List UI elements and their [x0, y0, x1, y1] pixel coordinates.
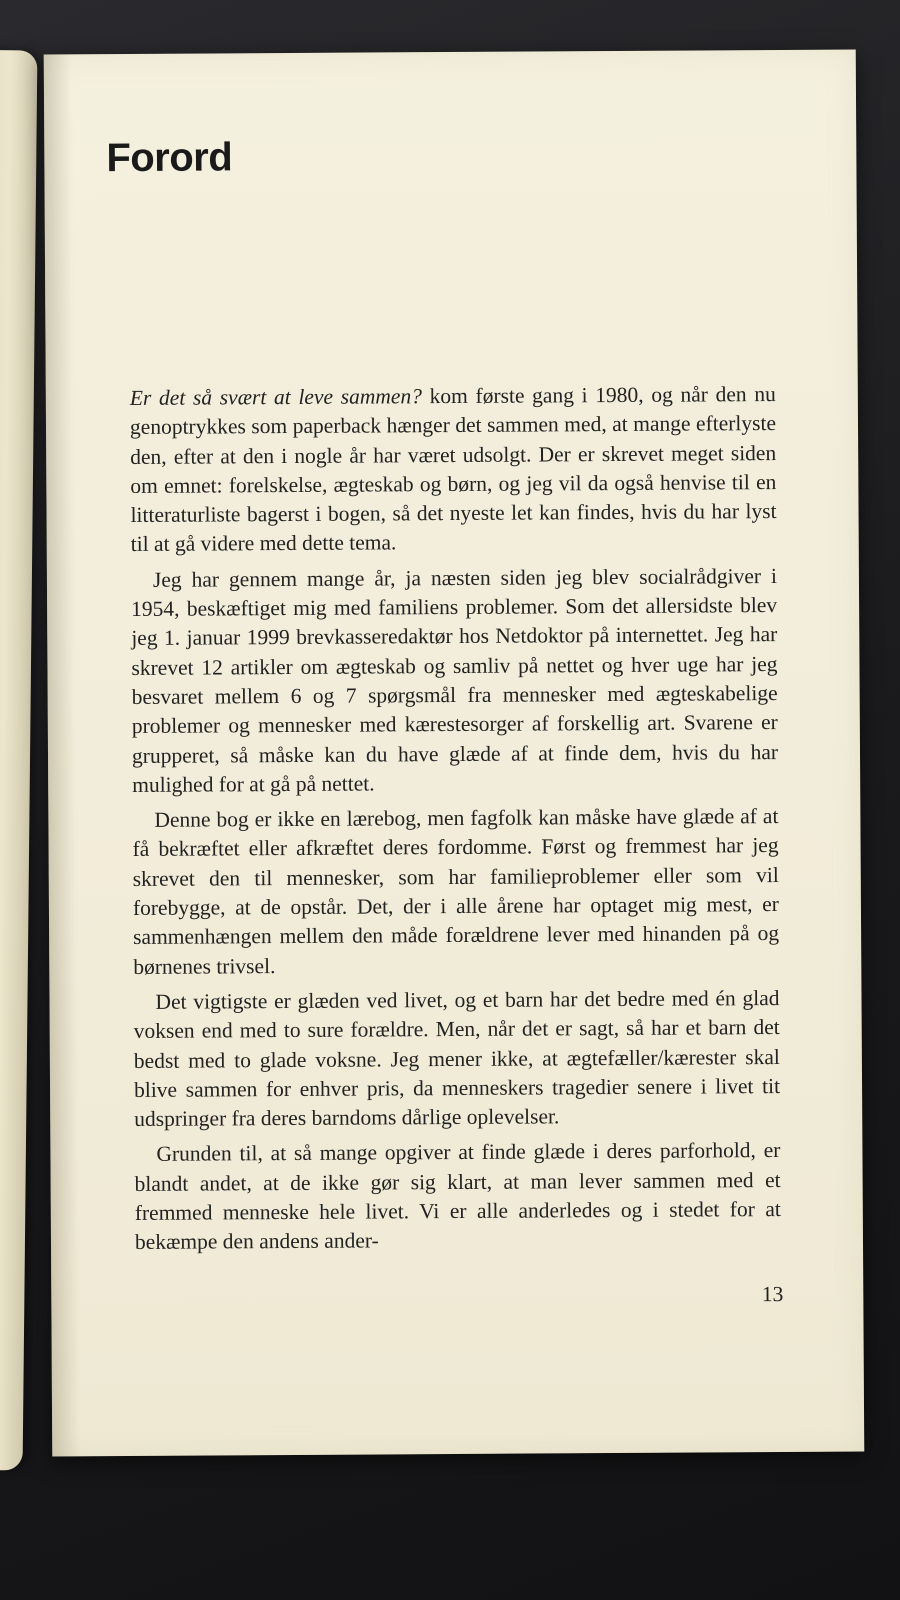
facing-page-edge [0, 50, 37, 1471]
book-title-italic: Er det så svært at leve sammen? [129, 384, 422, 410]
paragraph-5: Grunden til, at så mange opgiver at finde glæde i deres parforhold, er blandt andet, at de ikke gør sig klart, at man lever sammen med et fremmed menneske hele livet. Vi er alle anderledes og i stedet for at bekæmpe den andens ander- [134, 1138, 781, 1255]
book-page [44, 50, 865, 1457]
chapter-title: Forord [106, 135, 233, 181]
body-text [130, 380, 781, 1258]
paragraph-2: Jeg har gennem mange år, ja næsten siden jeg blev socialrådgiver i 1954, beskæftiget mig med familiens problemer. Som det allersidste blev jeg 1. januar 1999 brevkasseredaktør hos Netdoktor på internettet. Jeg har skrevet 12 artikler om ægteskab og samliv på nettet og hver uge har jeg besvaret mellem 6 og 7 spørgsmål fra mennesker med ægteskabelige problemer og mennesker med kærestesorger af forskellig art. Svarene er grupperet, så måske kan du have glæde af at finde dem, hvis du har mulighed for at gå på nettet. [131, 563, 779, 797]
paragraph-4: Det vigtigste er glæden ved livet, og et barn har det bedre med én glad voksen end med to sure forældre. Men, når det er sagt, så har et barn det bedst med to glade voksne. Jeg mener ikke, at ægtefæller/kærester skal blive sammen for enhver pris, da menneskers tragedier senere i livet tit udspringer fra deres barndoms dårlige oplevelser. [133, 985, 781, 1132]
paragraph-1-text: kom første gang i 1980, og når den nu genoptrykkes som paperback hænger det sammen med, at mange efterlyste den, efter at den i nogle år har været udsolgt. Der er skrevet meget siden om emnet: forelskelse, ægteskab og børn, og jeg vil da også henvise til en litteraturliste bagerst i bogen, så det nyeste let kan findes, hvis du har lyst til at gå videre med dette tema. [129, 382, 777, 557]
paragraph-3: Denne bog er ikke en lærebog, men fagfolk kan måske have glæde af at få bekræftet eller afkræftet deres fordomme. Først og fremmest har jeg skrevet den til mennesker, som har familieproblemer eller som vil forebygge, at de opstår. Det, der i alle årene har optaget mig mest, er sammenhængen mellem den måde forældrene lever med hinanden på og børnenes trivsel. [132, 804, 780, 979]
page-number: 13 [761, 1281, 784, 1307]
page-gutter-shadow [44, 54, 81, 1456]
paragraph-1 [130, 380, 777, 560]
